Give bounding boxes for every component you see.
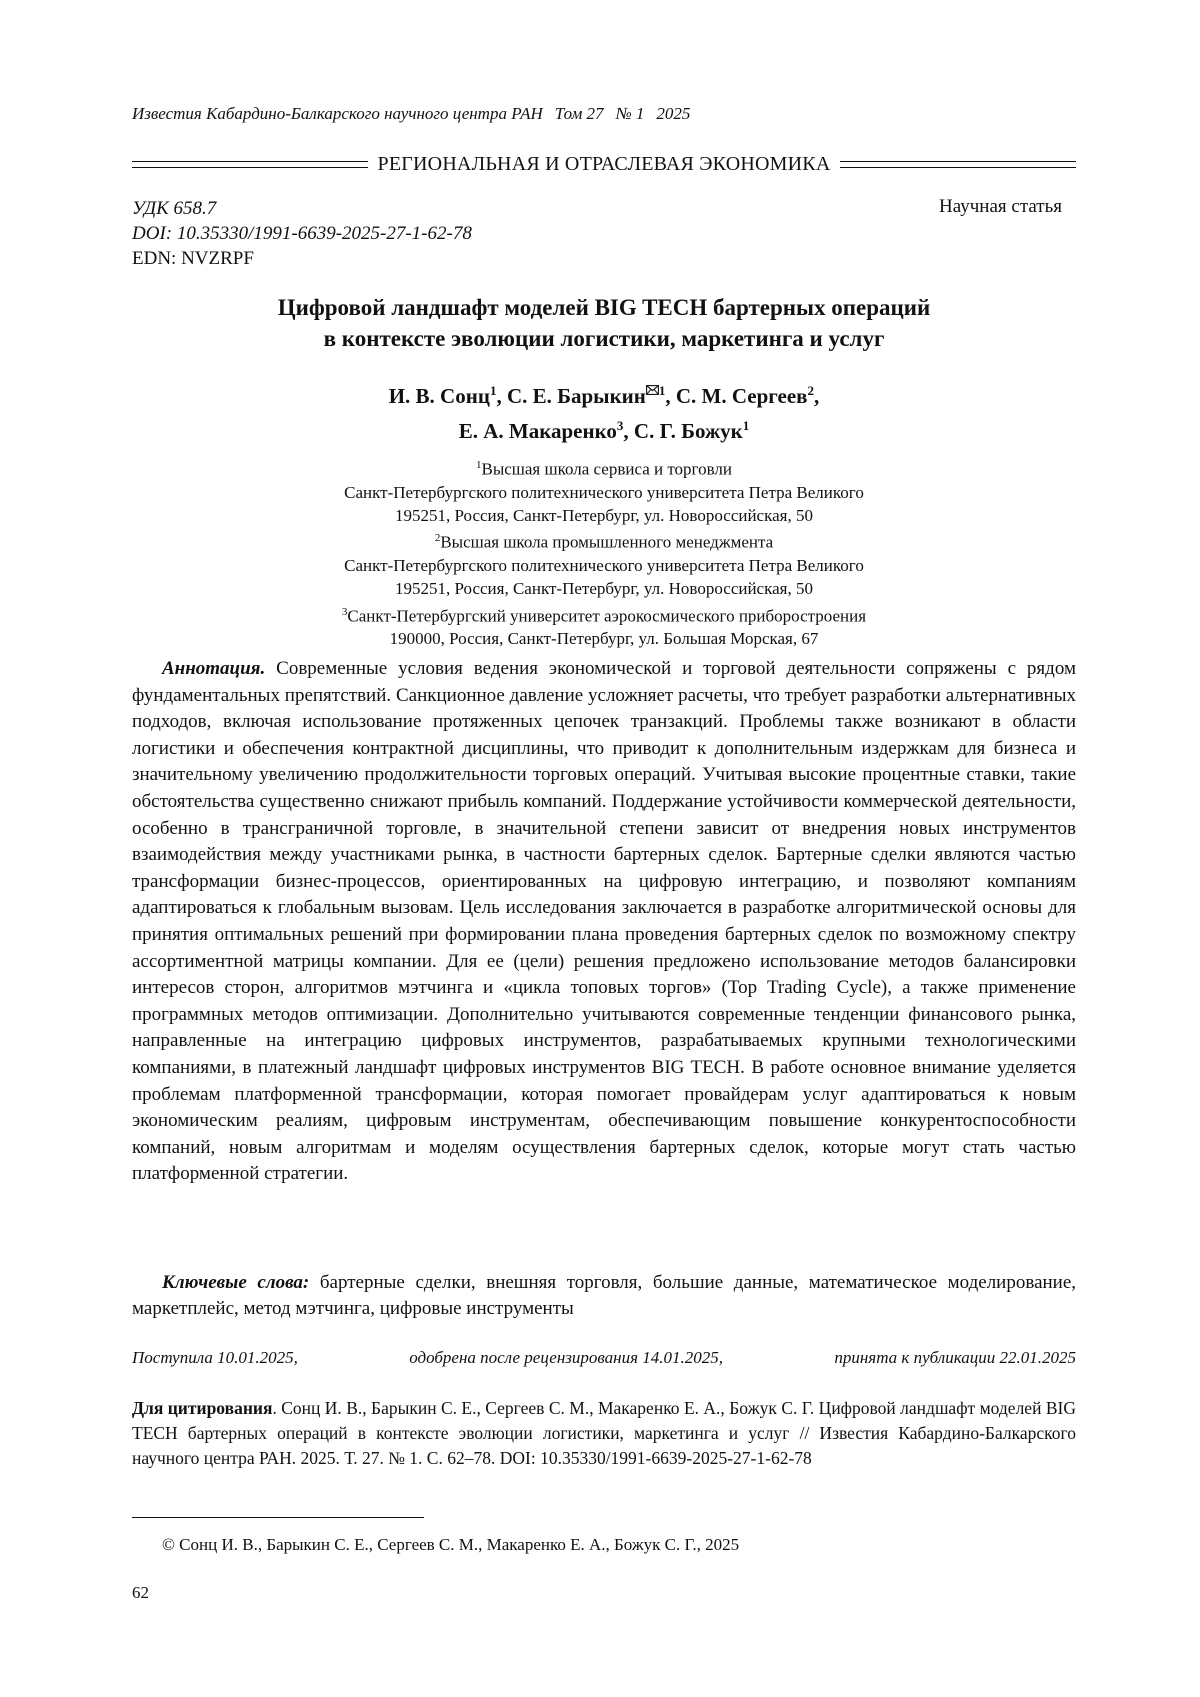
- date-received: Поступила 10.01.2025,: [132, 1348, 298, 1368]
- author-affil-sup: 1: [659, 383, 666, 398]
- title-line-1: Цифровой ландшафт моделей BIG TECH бартерных операций: [132, 292, 1076, 323]
- author-affil-sup: 3: [617, 418, 624, 433]
- title-line-2: в контексте эволюции логистики, маркетинга и услуг: [132, 323, 1076, 354]
- author-affil-sup: 1: [743, 418, 750, 433]
- citation-text: . Сонц И. В., Барыкин С. Е., Сергеев С. М., Макаренко Е. А., Божук С. Г. Цифровой ландшафт моделей BIG TECH бартерных операций в контексте эволюции логистики, маркетинга и услуг // Известия Кабардино-Балкарского научного центра РАН. 2025. Т. 27. № 1. С. 62–78. DOI: 10.35330/1991-6639-2025-27-1-62-78: [132, 1398, 1076, 1468]
- abstract: [132, 656, 1076, 1188]
- affiliations: [132, 454, 1076, 651]
- section-title: РЕГИОНАЛЬНАЯ И ОТРАСЛЕВАЯ ЭКОНОМИКА: [368, 153, 841, 176]
- citation: [132, 1396, 1076, 1471]
- journal-year: 2025: [656, 104, 690, 123]
- date-reviewed: одобрена после рецензирования 14.01.2025,: [409, 1348, 723, 1368]
- author-name: С. М. Сергеев: [676, 384, 808, 408]
- author-name: С. Г. Божук: [634, 419, 743, 443]
- date-accepted: принята к публикации 22.01.2025: [834, 1348, 1076, 1368]
- copyright-notice: © Сонц И. В., Барыкин С. Е., Сергеев С. М., Макаренко Е. А., Божук С. Г., 2025: [162, 1535, 739, 1555]
- journal-volume: Том 27: [555, 104, 604, 123]
- affil-sup: 2: [435, 532, 441, 544]
- affil-line: Санкт-Петербургского политехнического университета Петра Великого: [132, 554, 1076, 577]
- double-rule-right: [840, 161, 1076, 168]
- author-list: И. В. Сонц1, С. Е. Барыкин 1, С. М. Сергеев2, Е. А. Макаренко3, С. Г. Божук1: [132, 376, 1076, 446]
- affil-line: Высшая школа промышленного менеджмента: [440, 533, 773, 552]
- edn: EDN: NVZRPF: [132, 246, 472, 271]
- journal-issue: № 1: [616, 104, 645, 123]
- article-meta: [132, 196, 472, 271]
- keywords-label: Ключевые слова:: [162, 1272, 309, 1293]
- affil-line: 195251, Россия, Санкт-Петербург, ул. Новороссийская, 50: [132, 577, 1076, 600]
- author-name: С. Е. Барыкин: [507, 384, 646, 408]
- article-type: Научная статья: [939, 196, 1062, 218]
- footnote-rule: [132, 1517, 424, 1518]
- keywords-text: бартерные сделки, внешняя торговля, большие данные, математическое моделирование, маркетплейс, метод мэтчинга, цифровые инструменты: [132, 1272, 1076, 1319]
- affil-line: 195251, Россия, Санкт-Петербург, ул. Новороссийская, 50: [132, 504, 1076, 527]
- affil-line: Высшая школа сервиса и торговли: [481, 460, 732, 479]
- author-name: Е. А. Макаренко: [459, 419, 617, 443]
- doi: DOI: 10.35330/1991-6639-2025-27-1-62-78: [132, 221, 472, 246]
- journal-header: [132, 104, 690, 124]
- double-rule-left: [132, 161, 368, 168]
- abstract-label: Аннотация.: [162, 658, 265, 679]
- section-heading-bar: [132, 152, 1076, 176]
- page-number: 62: [132, 1583, 149, 1603]
- affil-line: 190000, Россия, Санкт-Петербург, ул. Большая Морская, 67: [132, 627, 1076, 650]
- keywords: [132, 1270, 1076, 1322]
- udc: УДК 658.7: [132, 196, 472, 221]
- author-affil-sup: 2: [808, 383, 815, 398]
- article-page: [132, 0, 1076, 1697]
- author-affil-sup: 1: [490, 383, 497, 398]
- affil-line: Санкт-Петербургский университет аэрокосмического приборостроения: [347, 606, 866, 625]
- article-title: [132, 292, 1076, 354]
- affil-sup: 3: [342, 606, 348, 618]
- affil-sup: 1: [476, 459, 482, 471]
- article-dates: [132, 1348, 1076, 1368]
- affil-line: Санкт-Петербургского политехнического университета Петра Великого: [132, 481, 1076, 504]
- citation-label: Для цитирования: [132, 1398, 272, 1418]
- author-name: И. В. Сонц: [389, 384, 490, 408]
- abstract-text: Современные условия ведения экономической и торговой деятельности сопряжены с рядом фундаментальных препятствий. Санкционное давление усложняет расчеты, что требует разработки альтернативных подходов, включая использование протяженных цепочек транзакций. Проблемы также возникают в области логистики и обеспечения контрактной дисциплины, что приводит к дополнительным издержкам для бизнеса и значительному увеличению продолжительности торговых операций. Учитывая высокие процентные ставки, такие обстоятельства существенно снижают прибыль компаний. Поддержание устойчивости коммерческой деятельности, особенно в трансграничной торговле, в значительной степени зависит от внедрения новых инструментов взаимодействия между участниками рынка, в частности бартерных сделок. Бартерные сделки являются частью трансформации бизнес-процессов, ориентированных на цифровую интеграцию, и позволяют компаниям адаптироваться к глобальным вызовам. Цель исследования заключается в разработке алгоритмической основы для принятия оптимальных решений при формировании плана проведения бартерных сделок по возможному спектру ассортиментной матрицы компании. Для ее (цели) решения предложено использование методов балансировки интересов сторон, алгоритмов мэтчинга и «цикла топовых торгов» (Top Trading Cycle), а также применение программных методов оптимизации. Дополнительно учитываются современные тенденции финансового рынка, направленные на интеграцию цифровых инструментов, разрабатываемых крупными технологическими компаниями, в платежный ландшафт цифровых инструментов BIG TECH. В работе основное внимание уделяется проблемам платформенной трансформации, которая помогает провайдерам услуг адаптироваться к новым экономическим реалиям, цифровым инструментам, обеспечивающим повышение конкурентоспособности компаний, новым алгоритмам и моделям осуществления бартерных сделок, которые могут стать частью платформенной стратегии.: [132, 658, 1076, 1184]
- journal-name: Известия Кабардино-Балкарского научного центра РАН: [132, 104, 543, 123]
- envelope-icon: [646, 385, 659, 395]
